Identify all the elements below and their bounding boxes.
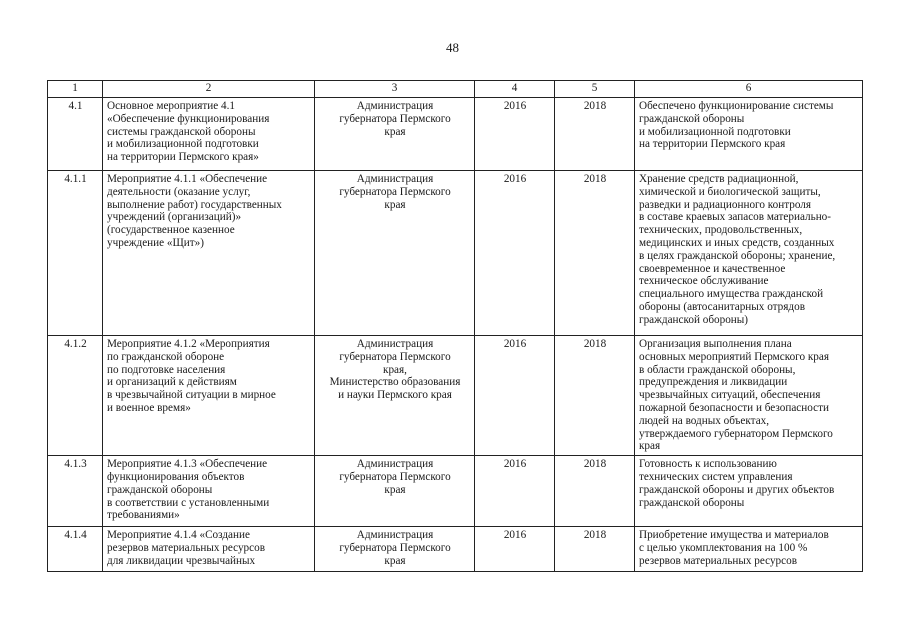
- start-year: 2016: [475, 171, 555, 336]
- page-number: 48: [446, 40, 459, 55]
- end-year: 2018: [555, 336, 635, 456]
- start-year: 2016: [475, 336, 555, 456]
- responsible-executor: Администрация губернатора Пермского края: [315, 98, 475, 171]
- measure-name: Мероприятие 4.1.2 «Мероприятия по гражданской обороне по подготовке населения и организаций к действиям в чрезвычайной ситуации в мирное и военное время»: [103, 336, 315, 456]
- expected-result: Приобретение имущества и материалов с целью укомплектования на 100 % резервов материальных ресурсов: [635, 527, 863, 572]
- responsible-executor: Администрация губернатора Пермского края: [315, 456, 475, 527]
- expected-result: Готовность к использованию технических систем управления гражданской обороны и других объектов гражданской обороны: [635, 456, 863, 527]
- end-year: 2018: [555, 98, 635, 171]
- measure-name: Мероприятие 4.1.1 «Обеспечение деятельности (оказание услуг, выполнение работ) государственных учреждений (организаций)» (государственное казенное учреждение «Щит»): [103, 171, 315, 336]
- measure-number: 4.1: [48, 98, 103, 171]
- measure-name: Основное мероприятие 4.1 «Обеспечение функционирования системы гражданской обороны и мобилизационной подготовки на территории Пермского края»: [103, 98, 315, 171]
- measure-name: Мероприятие 4.1.3 «Обеспечение функционирования объектов гражданской обороны в соответствии с установленными требованиями»: [103, 456, 315, 527]
- end-year: 2018: [555, 456, 635, 527]
- expected-result: Обеспечено функционирование системы гражданской обороны и мобилизационной подготовки на территории Пермского края: [635, 98, 863, 171]
- table-row: [48, 456, 863, 527]
- measure-number: 4.1.1: [48, 171, 103, 336]
- measure-name: Мероприятие 4.1.4 «Создание резервов материальных ресурсов для ликвидации чрезвычайных: [103, 527, 315, 572]
- responsible-executor: Администрация губернатора Пермского края: [315, 171, 475, 336]
- expected-result: Организация выполнения плана основных мероприятий Пермского края в области гражданской обороны, предупреждения и ликвидации чрезвычайных ситуаций, обеспечения пожарной безопасности и безопасности людей на водных объектах, утверждаемого губернатором Пермского края: [635, 336, 863, 456]
- header-col-4: 4: [475, 81, 555, 98]
- start-year: 2016: [475, 98, 555, 171]
- responsible-executor: Администрация губернатора Пермского края, Министерство образования и науки Пермского края: [315, 336, 475, 456]
- table-row: [48, 98, 863, 171]
- start-year: 2016: [475, 456, 555, 527]
- table-row: [48, 527, 863, 572]
- header-col-3: 3: [315, 81, 475, 98]
- header-row: [48, 81, 863, 98]
- header-col-6: 6: [635, 81, 863, 98]
- header-col-5: 5: [555, 81, 635, 98]
- start-year: 2016: [475, 527, 555, 572]
- end-year: 2018: [555, 171, 635, 336]
- measure-number: 4.1.4: [48, 527, 103, 572]
- table-row: [48, 336, 863, 456]
- header-col-2: 2: [103, 81, 315, 98]
- expected-result: Хранение средств радиационной, химической и биологической защиты, разведки и радиационного контроля в составе краевых запасов материально- технических, продовольственных, медицинских и иных средств, созданных в целях гражданской обороны; хранение, своевременное и качественное техническое обслуживание специального имущества гражданской обороны (автосанитарных отрядов гражданской обороны): [635, 171, 863, 336]
- table-row: [48, 171, 863, 336]
- measures-table: [47, 80, 863, 572]
- measure-number: 4.1.2: [48, 336, 103, 456]
- end-year: 2018: [555, 527, 635, 572]
- measure-number: 4.1.3: [48, 456, 103, 527]
- responsible-executor: Администрация губернатора Пермского края: [315, 527, 475, 572]
- header-col-1: 1: [48, 81, 103, 98]
